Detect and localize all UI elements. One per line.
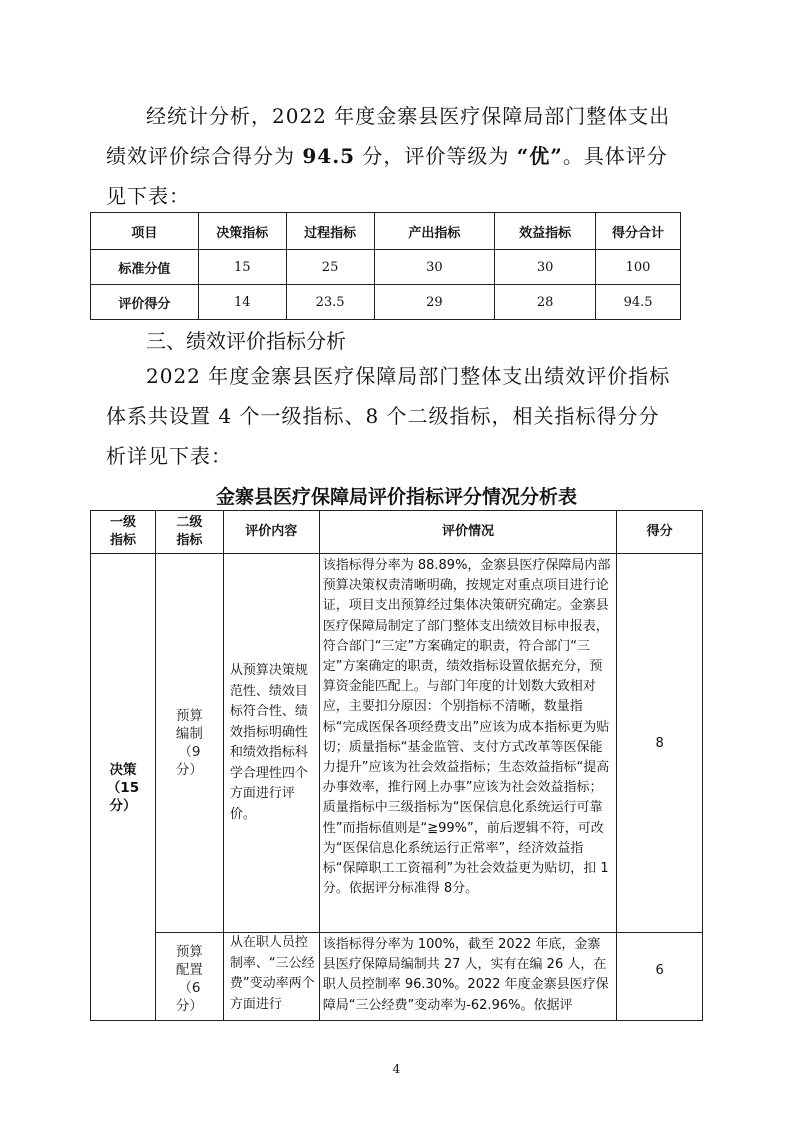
evaluation-situation: 该指标得分率为 100%，截至 2022 年底，金寨县医疗保障局编制共 27 人，实有在编 26 人，在职人员控制率 96.30%。2022 年度金寨县医疗保障局“三公经费”变动率为-62.96%。依据评 [319,933,616,1021]
table-row [91,250,681,285]
summary-cell: 100 [596,250,681,285]
summary-header-decision: 决策指标 [198,213,286,250]
detail-header-level2 [155,511,223,554]
intro-text-2: 分，评价等级为 [355,144,517,168]
level2-indicator-text: 预算编制（9分） [175,708,203,778]
level1-indicator-decision [91,554,156,1021]
intro-text-1: 经统计分析，2022 年度金寨县医疗保障局部门整体支出绩效评价综合得分为 [106,104,671,168]
intro-grade: “优” [516,144,563,168]
summary-header-benefit: 效益指标 [495,213,596,250]
summary-cell: 30 [374,250,495,285]
level2-indicator-text: 预算配置（6分） [175,944,203,1014]
summary-header-total: 得分合计 [596,213,681,250]
indicator-score: 6 [617,933,703,1021]
summary-score-table [90,212,681,320]
summary-cell: 15 [198,250,286,285]
table-row [91,933,703,1021]
summary-cell: 94.5 [596,285,681,320]
summary-cell: 25 [286,250,374,285]
summary-header-row [91,213,681,250]
summary-row-label: 标准分值 [91,250,199,285]
detail-header-level1-text: 一级指标 [109,515,136,548]
summary-row-label: 评价得分 [91,285,199,320]
summary-header-output: 产出指标 [374,213,495,250]
summary-cell: 29 [374,285,495,320]
level2-indicator [155,554,223,933]
section-heading: 三、绩效评价指标分析 [146,329,346,353]
intro-text-3: 。具体评分见下表： [106,144,668,208]
page-number: 4 [392,1062,401,1076]
detail-header-level2-text: 二级指标 [176,515,203,548]
summary-cell: 28 [495,285,596,320]
summary-cell: 14 [198,285,286,320]
detail-header-evaluation: 评价情况 [319,511,616,554]
evaluation-content: 从预算决策规范性、绩效目标符合性、绩效指标明确性和绩效指标科学合理性四个方面进行评价。 [223,554,319,933]
level1-indicator-text: 决策（15分） [106,762,140,814]
table-row [91,554,703,933]
indicator-analysis-table [90,510,703,1021]
summary-cell: 23.5 [286,285,374,320]
section-paragraph: 2022 年度金寨县医疗保障局部门整体支出绩效评价指标体系共设置 4 个一级指标、8 个二级指标，相关指标得分分析详见下表： [106,364,671,468]
evaluation-content: 从在职人员控制率、“三公经费”变动率两个方面进行 [223,933,319,1021]
detail-header-row [91,511,703,554]
summary-header-process: 过程指标 [286,213,374,250]
table-row [91,285,681,320]
indicator-score: 8 [617,554,703,933]
detail-table-caption: 金寨县医疗保障局评价指标评分情况分析表 [215,486,577,508]
detail-header-level1 [91,511,156,554]
summary-header-item: 项目 [91,213,199,250]
intro-paragraph [106,96,680,216]
evaluation-situation: 该指标得分率为 88.89%，金寨县医疗保障局内部预算决策权责清晰明确，按规定对重点项目进行论证，项目支出预算经过集体决策研究确定。金寨县医疗保障局制定了部门整体支出绩效目标申报表，符合部门“三定”方案确定的职责，符合部门“三定”方案确定的职责，绩效指标设置依据充分，预算资金能匹配上。与部门年度的计划数大致相对应，主要扣分原因：个别指标不清晰，数量指标“完成医保各项经费支出”应该为成本指标更为贴切；质量指标“基金监管、支付方式改革等医保能力提升”应该为社会效益指标；生态效益指标“提高办事效率，推行网上办事”应该为社会效益指标；质量指标中三级指标为“医保信息化系统运行可靠性”而指标值则是“≧99%”，前后逻辑不符，可改为“医保信息化系统运行正常率”，经济效益指标“保障职工工资福利”为社会效益更为贴切，扣 1分。依据评分标准得 8分。 [319,554,616,933]
intro-total-score: 94.5 [302,144,356,168]
summary-cell: 30 [495,250,596,285]
detail-header-content: 评价内容 [223,511,319,554]
detail-header-score: 得分 [617,511,703,554]
level2-indicator [155,933,223,1021]
